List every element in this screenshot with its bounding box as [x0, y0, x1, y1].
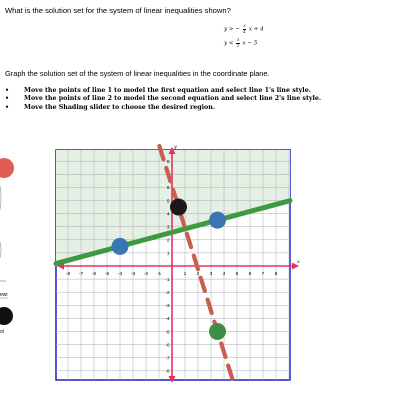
- x-tick-label: 1: [183, 272, 187, 277]
- line-1-handle-point[interactable]: [209, 212, 226, 229]
- red-style-swatch[interactable]: [0, 158, 14, 178]
- y-tick-label: -4: [165, 317, 170, 323]
- y-tick-label: 2: [166, 238, 170, 244]
- y-tick-label: 5: [166, 199, 170, 205]
- x-tick-label: 8: [274, 272, 278, 277]
- x-tick-label: 5: [235, 272, 239, 277]
- y-tick-label: 3: [166, 225, 170, 231]
- y-tick-label: 6: [166, 186, 170, 192]
- y-tick-label: -7: [165, 356, 170, 362]
- x-tick-label: 2: [196, 272, 200, 277]
- sidebar-tools: [0, 158, 14, 335]
- fraction: $\frac{3}{4}$: [243, 23, 246, 34]
- y-tick-label: 8: [166, 160, 170, 165]
- x-tick-label: -2: [143, 272, 149, 277]
- x-tick-label: 6: [248, 272, 252, 277]
- x-tick-label: -8: [65, 272, 71, 277]
- x-tick-label: -1: [156, 272, 162, 277]
- y-tick-label: 1: [166, 251, 170, 257]
- line-style-label: ewi: [0, 292, 8, 298]
- bracket-icon: [0, 242, 1, 258]
- y-tick-label: -2: [165, 291, 170, 296]
- y-tick-label: 4: [166, 212, 170, 218]
- y-tick-label: -3: [165, 304, 170, 310]
- x-axis-label: x: [297, 259, 300, 265]
- x-tick-label: 3: [209, 272, 213, 277]
- x-tick-label: -4: [117, 272, 123, 277]
- fraction: $\frac{3}{2}$: [236, 37, 240, 48]
- x-tick-label: -5: [104, 272, 110, 277]
- inequality-1: y > − $\frac{3}{4}$ x + 4: [224, 23, 264, 34]
- y-tick-label: -8: [165, 369, 170, 375]
- line-2-handle-point[interactable]: [170, 199, 187, 216]
- instruction-item: • Move the Shading slider to choose the desired region.: [5, 104, 350, 112]
- bracket-icon: [0, 186, 1, 210]
- x-tick-label: -6: [91, 272, 97, 277]
- x-tick-label: 4: [222, 272, 226, 277]
- graph-instructions-heading: Graph the solution set of the system of linear inequalities in the coordinate plane.: [5, 69, 270, 78]
- y-tick-label: -1: [165, 277, 170, 283]
- y-tick-label: -5: [165, 330, 170, 336]
- y-axis-label: y: [174, 144, 177, 150]
- inequality-2: y < $\frac{3}{2}$ x − 5: [224, 37, 258, 48]
- x-tick-label: -7: [78, 272, 84, 277]
- x-tick-label: 7: [261, 272, 265, 277]
- y-tick-label: -6: [165, 343, 170, 349]
- instruction-item: • Move the points of line 1 to model the first equation and select line 1's line style.: [5, 87, 350, 95]
- black-style-swatch[interactable]: [0, 307, 13, 325]
- x-tick-label: -3: [130, 272, 136, 277]
- line-1-handle-point[interactable]: [112, 238, 129, 255]
- instruction-item: • Move the points of line 2 to model the second equation and select line 2's line style.: [5, 95, 350, 103]
- line-2-handle-point[interactable]: [209, 323, 226, 340]
- question-text: What is the solution set for the system of linear inequalities shown?: [5, 6, 231, 15]
- line-style-label: ol: [0, 329, 4, 335]
